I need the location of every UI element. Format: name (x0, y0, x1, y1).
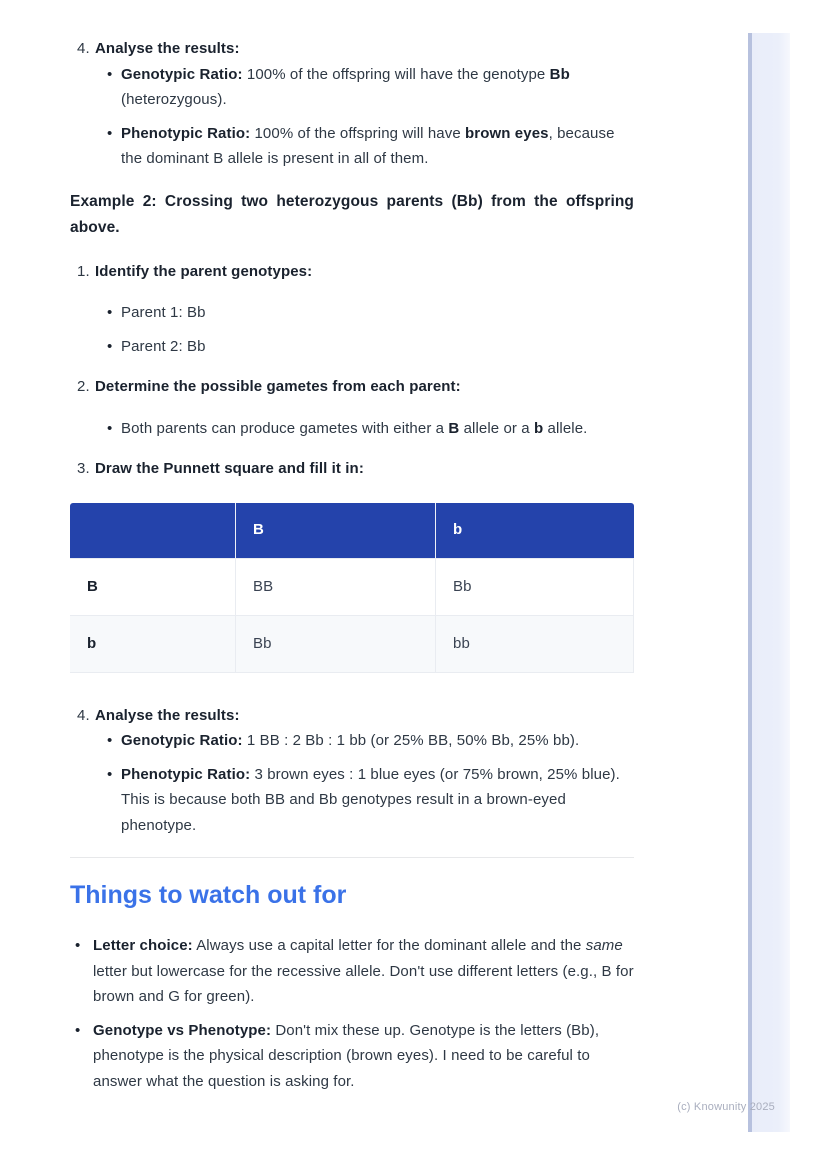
bold-segment: brown eyes (465, 124, 549, 142)
bold-segment: Bb (549, 65, 570, 83)
list-item-title: Identify the parent genotypes: (95, 262, 313, 280)
list-item-analyse-results-1 (70, 36, 634, 62)
text-segment: Don't mix these up. Genotype is the letters (Bb), phenotype is the physical description (brown eyes). I need to be careful to answer what the question is asking for. (93, 1021, 600, 1090)
text-segment: 3 brown eyes : 1 blue eyes (or 75% brown, 25% blue). This is because both BB and Bb genotypes result in a brown-eyed phenotype. (121, 765, 620, 834)
bullet-icon: • (107, 304, 113, 321)
table-row-header: b (70, 615, 235, 673)
bullet-icon: • (75, 937, 81, 954)
table-row-header: B (70, 558, 235, 615)
table-row (70, 558, 634, 615)
text-segment: allele. (543, 419, 588, 437)
table-row (70, 615, 634, 673)
copyright-watermark: (c) Knowunity 2025 (677, 1101, 775, 1113)
text-segment: Both parents can produce gametes with either a (121, 419, 449, 437)
bold-segment: Phenotypic Ratio: (121, 765, 251, 783)
bullet-icon: • (107, 124, 113, 142)
list-item (70, 300, 634, 326)
list-number: 2. (77, 378, 90, 395)
bullet-icon: • (75, 1021, 81, 1039)
bullet-icon: • (107, 337, 113, 355)
list-item-title: Determine the possible gametes from each parent: (95, 378, 461, 395)
punnett-square-table (70, 503, 634, 673)
bullet-icon: • (107, 765, 113, 783)
things-to-watch-heading: Things to watch out for (70, 881, 347, 909)
text-segment: 100% of the offspring will have (250, 124, 466, 142)
italic-segment: same (585, 937, 623, 954)
document-content (70, 36, 634, 1102)
bullet-list (70, 933, 634, 1094)
text-segment: , because the dominant B allele is present in all of them. (121, 124, 615, 167)
list-item-title: Analyse the results: (95, 706, 240, 724)
table-cell: BB (235, 558, 435, 615)
bullet-text (93, 1018, 634, 1095)
table-cell: Bb (235, 615, 435, 673)
table-header-cell-b: b (435, 503, 634, 558)
text-segment: Always use a capital letter for the dominant allele and the (192, 937, 586, 954)
bold-segment: Genotype vs Phenotype: (93, 1021, 272, 1039)
example2-heading: Example 2: Crossing two heterozygous parents (Bb) from the offspring above. (70, 192, 634, 236)
list-number: 4. (77, 706, 90, 724)
table-cell: bb (435, 615, 634, 673)
bullet-list (70, 416, 634, 442)
list-number: 1. (77, 262, 90, 280)
bullet-text: Parent 1: Bb (121, 304, 206, 321)
list-item-analyse-results-2 (70, 703, 634, 729)
bold-segment: B (448, 419, 460, 437)
section-divider (70, 857, 634, 858)
bold-segment: Phenotypic Ratio: (121, 124, 251, 142)
table-header-row (70, 503, 634, 558)
bullet-text (121, 121, 634, 172)
text-segment: (heterozygous). (121, 91, 227, 108)
list-item-title: Draw the Punnett square and fill it in: (95, 460, 364, 477)
bold-segment: Letter choice: (93, 937, 193, 954)
bold-segment: b (534, 419, 544, 437)
list-item-draw-punnett (70, 456, 634, 482)
table-header-cell-B: B (235, 503, 435, 558)
bullet-list (70, 62, 634, 172)
list-item-determine-gametes (70, 374, 634, 400)
bullet-text (121, 762, 634, 839)
text-segment: 1 BB : 2 Bb : 1 bb (or 25% BB, 50% Bb, 25% bb). (242, 732, 580, 749)
bullet-text: Parent 2: Bb (121, 337, 206, 355)
bullet-text (121, 728, 634, 754)
bold-segment: Genotypic Ratio: (121, 732, 243, 749)
list-number: 4. (77, 40, 90, 57)
bullet-text (121, 62, 634, 113)
bullet-list (70, 728, 634, 838)
text-segment: 100% of the offspring will have the genotype (242, 65, 550, 83)
table-header-cell-empty (70, 503, 235, 558)
list-item (70, 121, 634, 172)
bullet-list (70, 300, 634, 359)
text-segment: letter but lowercase for the recessive allele. Don't use different letters (e.g., B for brown and G for green). (93, 962, 634, 1005)
list-item (70, 1018, 634, 1095)
list-item (70, 416, 634, 442)
page-edge-gutter (748, 33, 790, 1132)
bullet-text (93, 933, 634, 1010)
bullet-icon: • (107, 732, 113, 749)
table-cell: Bb (435, 558, 634, 615)
list-item (70, 762, 634, 839)
list-item-identify-genotypes (70, 259, 634, 285)
bullet-text (121, 416, 634, 442)
bullet-icon: • (107, 65, 113, 83)
bullet-icon: • (107, 419, 113, 437)
list-item (70, 728, 634, 754)
list-item-title: Analyse the results: (95, 40, 240, 57)
list-item (70, 334, 634, 360)
list-number: 3. (77, 460, 90, 477)
list-item (70, 62, 634, 113)
bold-segment: Genotypic Ratio: (121, 65, 243, 83)
list-item (70, 933, 634, 1010)
text-segment: allele or a (459, 419, 535, 437)
